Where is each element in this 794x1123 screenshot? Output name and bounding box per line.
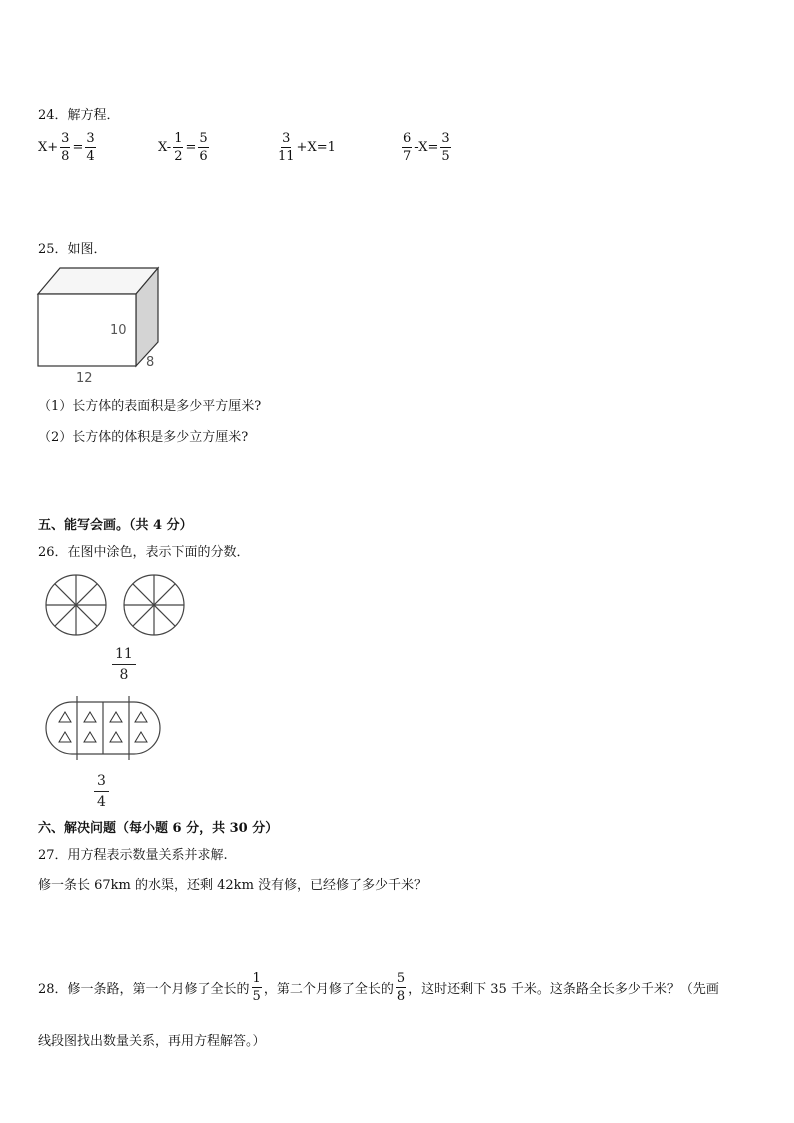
q25-title: 25．如图． (38, 242, 107, 257)
eq2-fraction-1: $\frac{1}{2}$ (174, 131, 183, 164)
equation-1 (38, 132, 98, 163)
q28-part-3: ，这时还剩下 35 千米。这条路全长多少千米？（先画 (408, 982, 719, 997)
section-5-heading: 五、能写会画。（共 4 分） (38, 518, 193, 533)
q28-fraction-1: $\frac{1}{5}$ (252, 971, 261, 1004)
fraction-3-4: $\frac{3}{4}$ (94, 774, 109, 809)
circles-figure (40, 572, 200, 642)
eq1-fraction-2: $\frac{3}{4}$ (86, 131, 95, 164)
q28-fraction-2: $\frac{5}{8}$ (396, 971, 406, 1004)
eq1-fraction-1: $\frac{3}{8}$ (61, 131, 70, 164)
q28-line-2: 线段图找出数量关系，再用方程解答。） (38, 1034, 266, 1049)
triangles-figure (40, 692, 166, 764)
eq3-fraction-1: $\frac{3}{11}$ (278, 131, 295, 164)
equation-2 (158, 132, 211, 163)
q28-line-1 (38, 972, 719, 1003)
eq3-suffix: +X=1 (296, 140, 336, 155)
circle-2 (124, 575, 184, 635)
eq2-fraction-2: $\frac{5}{6}$ (199, 131, 208, 164)
section-6-heading: 六、解决问题（每小题 6 分，共 30 分） (38, 821, 279, 836)
q25-sub-question-1: （1）长方体的表面积是多少平方厘米? (38, 399, 262, 414)
eq4-fraction-1: $\frac{6}{7}$ (403, 131, 412, 164)
cuboid-height-label: 10 (110, 323, 127, 338)
eq2-equals: = (185, 140, 197, 155)
equation-3 (276, 132, 336, 163)
q27-title: 27．用方程表示数量关系并求解. (38, 848, 228, 863)
eq4-fraction-2: $\frac{3}{5}$ (441, 131, 450, 164)
eq2-prefix: X- (158, 140, 172, 155)
circle-1 (46, 575, 106, 635)
fraction-11-8: $\frac{11}{8}$ (112, 647, 136, 682)
eq4-middle: -X= (414, 140, 439, 155)
q26-title: 26．在图中涂色，表示下面的分数． (38, 545, 250, 560)
cuboid-length-label: 12 (76, 371, 93, 386)
q24-title: 24．解方程． (38, 108, 120, 123)
eq1-equals: = (72, 140, 84, 155)
q25-sub-question-2: （2）长方体的体积是多少立方厘米? (38, 430, 249, 445)
q28-part-2: ，第二个月修了全长的 (263, 982, 394, 997)
q28-part-1: 28．修一条路，第一个月修了全长的 (38, 982, 250, 997)
eq1-prefix: X+ (38, 140, 59, 155)
equation-4 (400, 132, 453, 163)
q27-text: 修一条长 67km 的水渠，还剩 42km 没有修，已经修了多少千米？ (38, 878, 428, 893)
cuboid-figure (30, 262, 170, 388)
cuboid-depth-label: 8 (146, 355, 155, 370)
